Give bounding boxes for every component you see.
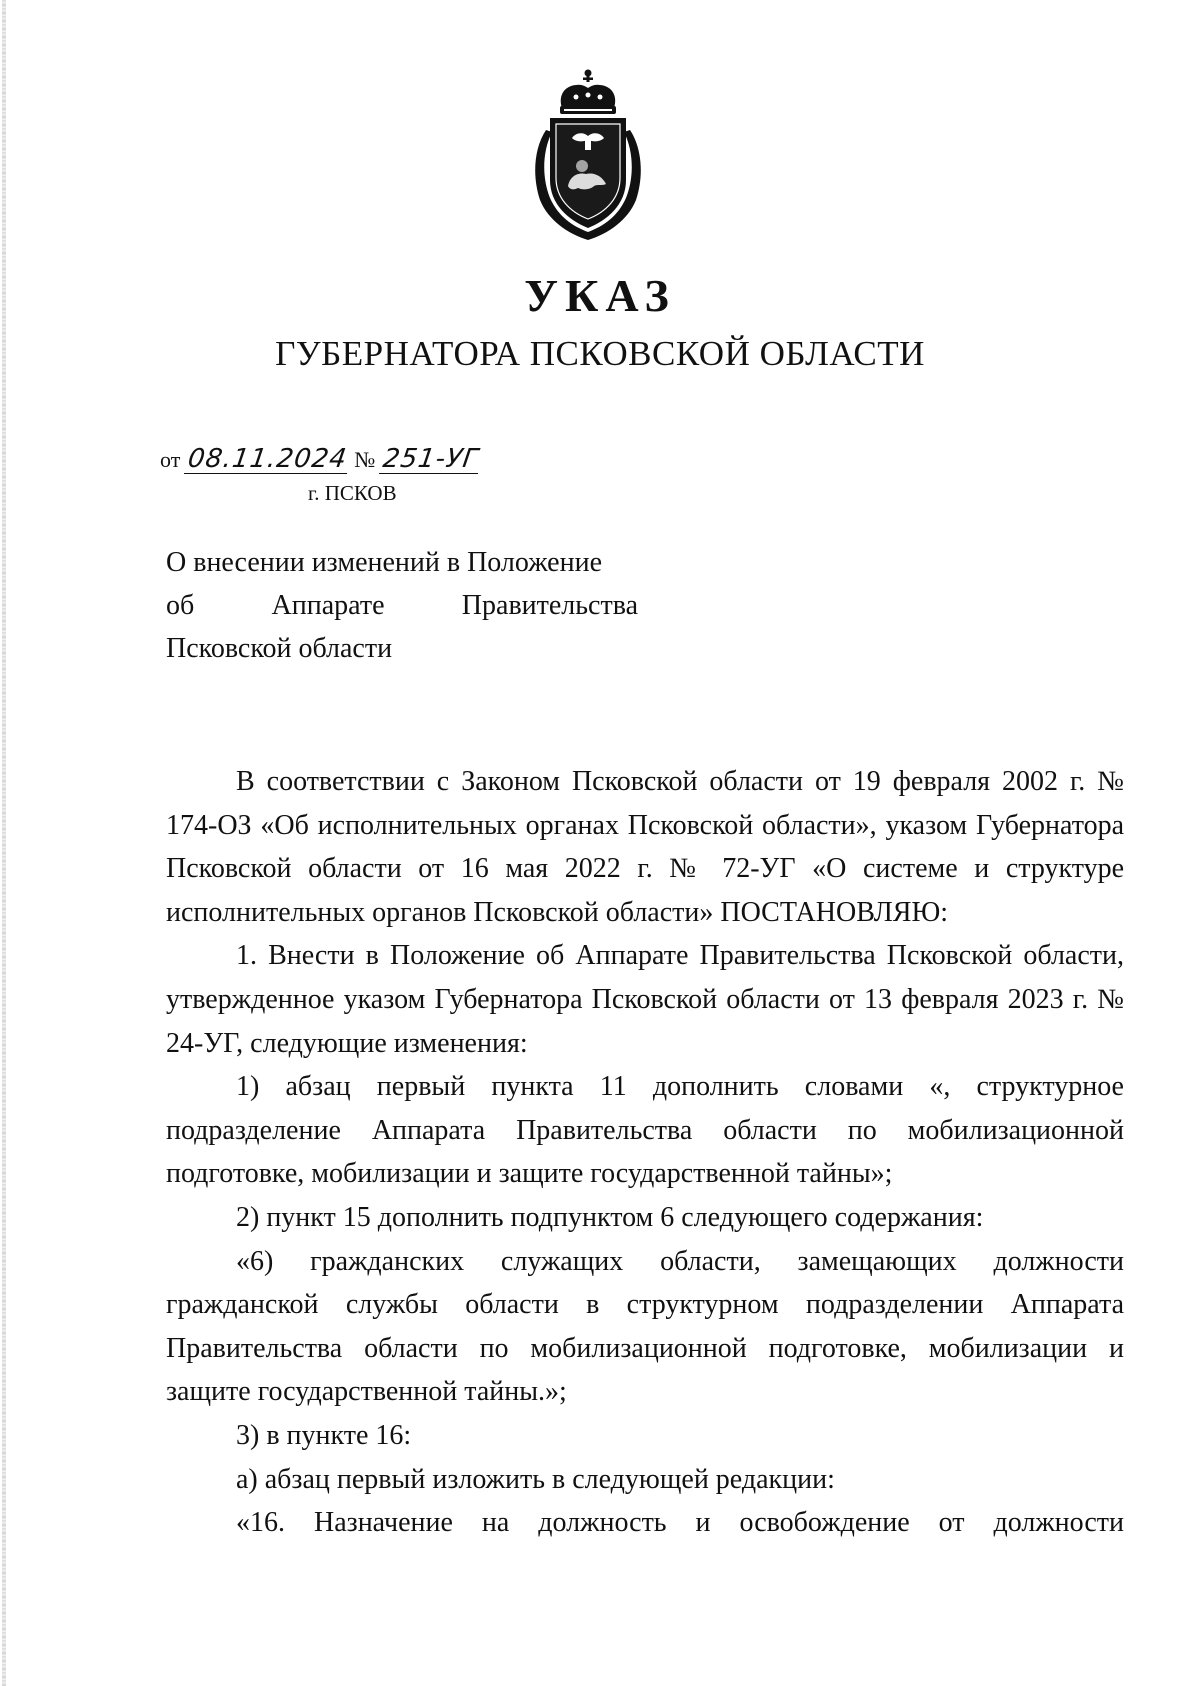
city-name: г. ПСКОВ	[308, 481, 397, 505]
document-body	[166, 760, 1124, 1545]
subject-line-1: О внесении изменений в Положение	[166, 547, 603, 578]
subject-line-3: Псковской области	[166, 633, 393, 664]
number-prefix: №	[354, 447, 376, 472]
date-prefix: от	[160, 447, 181, 472]
pskov-oblast-coat-of-arms-icon	[524, 68, 652, 244]
document-subject	[166, 541, 638, 670]
item-1-3-a-quote-paragraph: «16. Назначение на должность и освобождение от должности	[236, 1507, 1124, 1539]
item-1-2-paragraph: 2) пункт 15 дополнить подпунктом 6 следующего содержания:	[236, 1201, 984, 1233]
handwritten-number: 251-УГ	[380, 444, 481, 474]
scan-edge	[2, 0, 6, 1686]
preamble-paragraph: В соответствии с Законом Псковской области от 19 февраля 2002 г. № 174-ОЗ «Об исполнительных органах Псковской области», указом Губернатора Псковской области от 16 мая 2022 г. № 72-УГ «О системе и структуре исполнительных органов Псковской области» ПОСТАНОВЛЯЮ:	[166, 766, 1124, 928]
item-1-paragraph: 1. Внести в Положение об Аппарате Правительства Псковской области, утвержденное указом Губернатора Псковской области от 13 февраля 2023 г. № 24-УГ, следующие изменения:	[166, 940, 1124, 1059]
item-1-2-quote-paragraph: «6) гражданских служащих области, замещающих должности гражданской службы области в структурном подразделении Аппарата Правительства области по мобилизационной подготовке, мобилизации и защите государственной тайны.»;	[166, 1245, 1124, 1408]
item-1-3-paragraph: 3) в пункте 16:	[236, 1419, 412, 1451]
document-title: УКАЗ	[524, 270, 676, 321]
item-1-3-a-paragraph: а) абзац первый изложить в следующей редакции:	[236, 1463, 835, 1495]
document-issuer: ГУБЕРНАТОРА ПСКОВСКОЙ ОБЛАСТИ	[275, 334, 925, 373]
date-number-line	[160, 443, 480, 477]
item-1-1-paragraph: 1) абзац первый пункта 11 дополнить словами «, структурное подразделение Аппарата Правительства области по мобилизационной подготовке, мобилизации и защите государственной тайны»;	[166, 1071, 1124, 1190]
handwritten-date: 08.11.2024	[185, 444, 349, 474]
subject-line-2: об Аппарате Правительства	[166, 590, 638, 621]
